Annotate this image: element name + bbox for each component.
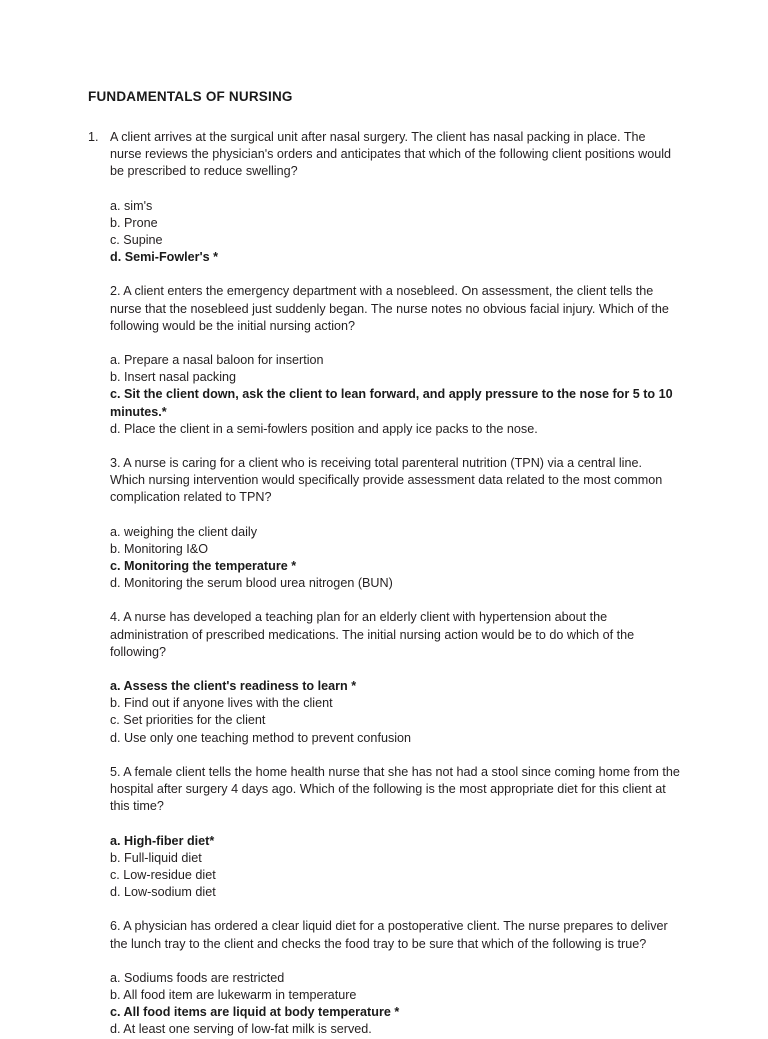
question-spacer: [88, 592, 680, 609]
answer-option[interactable]: d. Low-sodium diet: [110, 885, 216, 900]
answer-options: [110, 833, 680, 902]
answer-options: [110, 198, 680, 267]
answer-option[interactable]: a. sim's: [110, 198, 153, 213]
question-text: 4. A nurse has developed a teaching plan for an elderly client with hypertension about the administration of prescribed medications. The initial nursing action would be to do which of the following?: [110, 610, 635, 659]
answer-option-correct[interactable]: c. All food items are liquid at body temperature *: [110, 1005, 400, 1020]
answer-option-correct[interactable]: d. Semi-Fowler's *: [110, 250, 218, 265]
question-block: [88, 283, 680, 438]
answer-option[interactable]: c. Supine: [110, 233, 163, 248]
question-block: [88, 455, 680, 592]
answer-options: [110, 524, 680, 593]
question-spacer: [88, 747, 680, 764]
answer-option[interactable]: d. Place the client in a semi-fowlers position and apply ice packs to the nose.: [110, 421, 538, 436]
question-paragraph: [110, 764, 680, 901]
answer-options: [110, 678, 680, 747]
question-text: 6. A physician has ordered a clear liquid diet for a postoperative client. The nurse prepares to deliver the lunch tray to the client and checks the food tray to be sure that which of the following is true?: [110, 919, 668, 951]
answer-option[interactable]: b. Full-liquid diet: [110, 850, 202, 865]
answer-option[interactable]: b. All food item are lukewarm in temperature: [110, 987, 357, 1002]
answer-option[interactable]: a. Prepare a nasal baloon for insertion: [110, 353, 324, 368]
page-title: FUNDAMENTALS OF NURSING: [88, 89, 293, 104]
answer-option[interactable]: b. Find out if anyone lives with the client: [110, 696, 333, 711]
question-text: 5. A female client tells the home health nurse that she has not had a stool since coming home from the hospital after surgery 4 days ago. Which of the following is the most appropriate diet for this client at this time?: [110, 764, 680, 814]
answer-option[interactable]: b. Insert nasal packing: [110, 370, 237, 385]
question-text: A client arrives at the surgical unit after nasal surgery. The client has nasal packing in place. The nurse reviews the physician's orders and anticipates that which of the following client positions would be prescribed to reduce swelling?: [110, 130, 672, 179]
answer-option-correct[interactable]: a. Assess the client's readiness to learn *: [110, 679, 357, 694]
question-numbered: [88, 129, 680, 266]
answer-option[interactable]: b. Prone: [110, 215, 158, 230]
question-number: 1.: [88, 130, 99, 144]
question-spacer: [88, 266, 680, 283]
question-paragraph: [110, 609, 680, 746]
answer-option[interactable]: d. At least one serving of low-fat milk is served.: [110, 1022, 372, 1037]
answer-option[interactable]: d. Use only one teaching method to prevent confusion: [110, 730, 412, 745]
question-text: 3. A nurse is caring for a client who is receiving total parenteral nutrition (TPN) via a central line. Which nursing intervention would specifically provide assessment data related to the most common complication related to TPN?: [110, 456, 663, 505]
question-block: [88, 609, 680, 746]
answer-option[interactable]: c. Low-residue diet: [110, 867, 216, 882]
answer-option[interactable]: a. Sodiums foods are restricted: [110, 970, 285, 985]
answer-option[interactable]: c. Set priorities for the client: [110, 713, 266, 728]
question-spacer: [88, 438, 680, 455]
question-block: [88, 918, 680, 1038]
answer-option[interactable]: a. weighing the client daily: [110, 524, 258, 539]
question-block: [88, 129, 680, 266]
question-paragraph: [110, 918, 680, 1038]
question-list: [88, 129, 680, 1039]
answer-option[interactable]: b. Monitoring I&O: [110, 541, 208, 556]
question-text: 2. A client enters the emergency department with a nosebleed. On assessment, the client tells the nurse that the nosebleed just suddenly began. The nurse notes no obvious facial injury. Which of the following would be the initial nursing action?: [110, 284, 669, 333]
answer-options: [110, 970, 680, 1039]
question-block: [88, 764, 680, 901]
answer-option-correct[interactable]: c. Sit the client down, ask the client to lean forward, and apply pressure to the nose for 5 to 10 minutes.*: [110, 387, 673, 419]
question-spacer: [88, 901, 680, 918]
answer-option-correct[interactable]: a. High-fiber diet*: [110, 833, 215, 848]
question-paragraph: [110, 455, 680, 592]
question-paragraph: [110, 283, 680, 438]
answer-option-correct[interactable]: c. Monitoring the temperature *: [110, 559, 297, 574]
answer-options: [110, 352, 680, 438]
answer-option[interactable]: d. Monitoring the serum blood urea nitrogen (BUN): [110, 576, 393, 591]
